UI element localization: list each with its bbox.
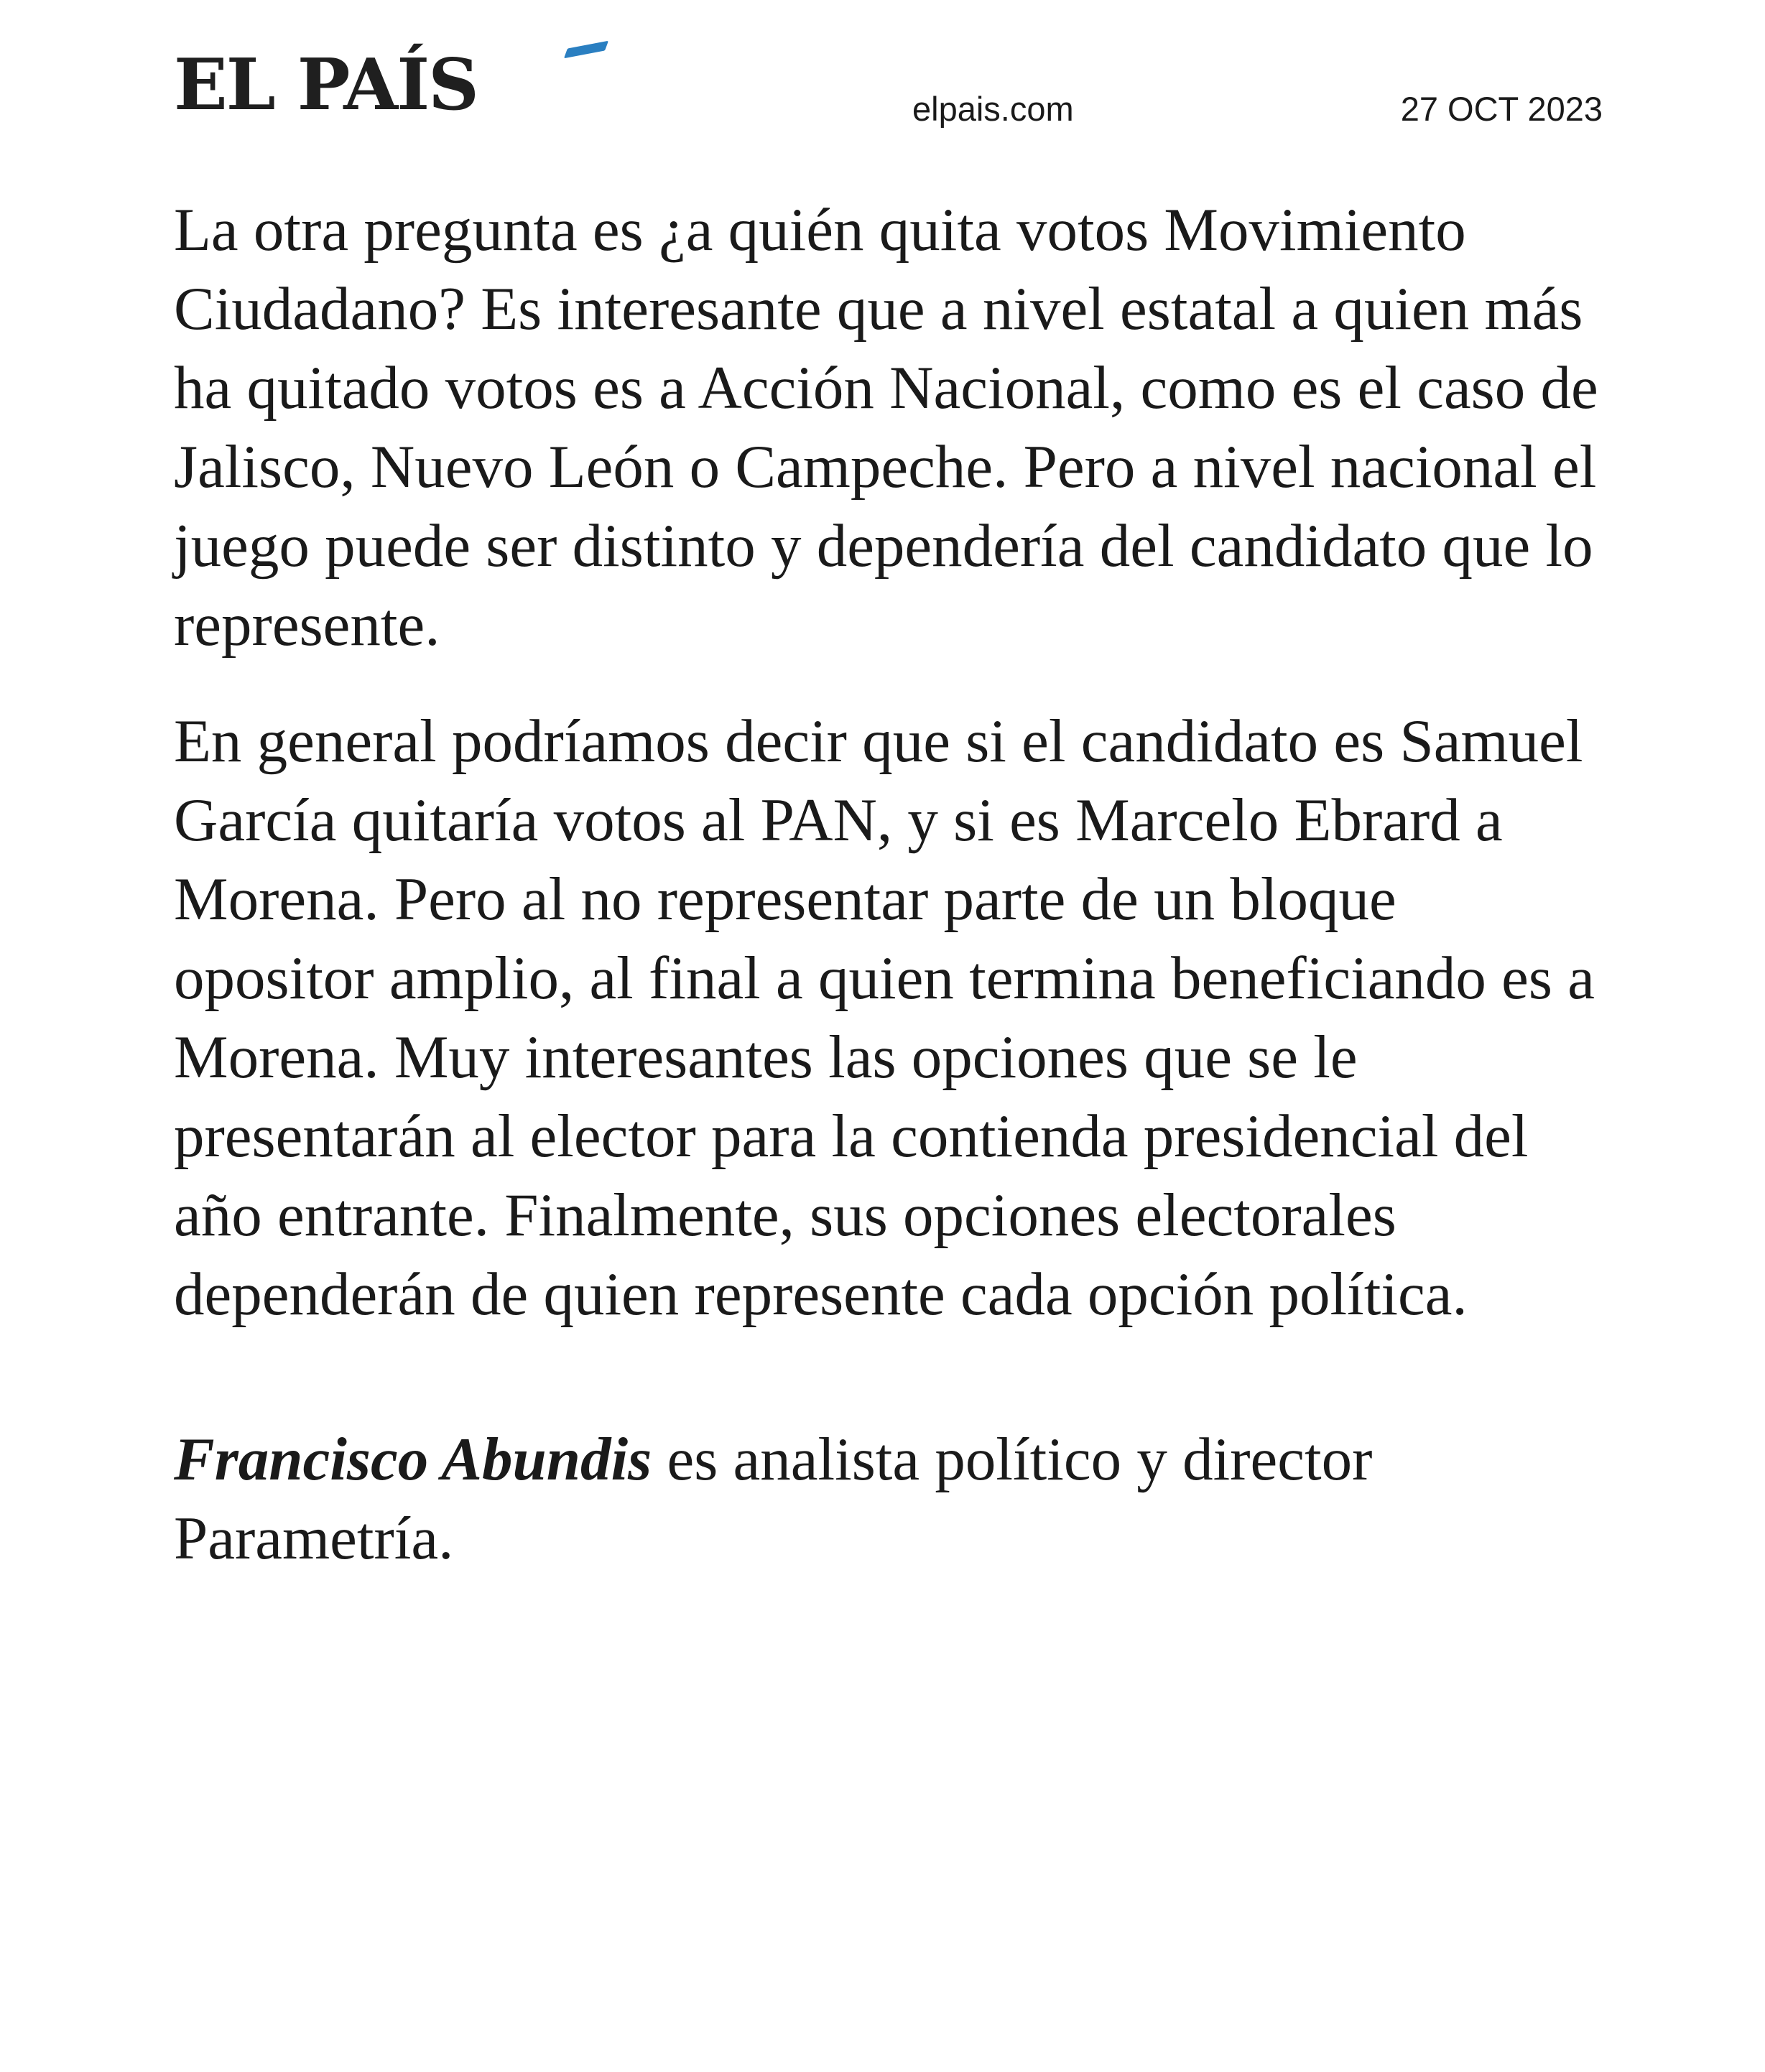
- source-url: elpais.com: [912, 90, 1074, 128]
- logo-accent-mark: [564, 41, 608, 59]
- el-pais-logo: [174, 44, 478, 126]
- article-paragraph-1: La otra pregunta es ¿a quién quita votos Movimiento Ciudadano? Es interesante que a nivel estatal a quien más ha quitado votos es a Acción Nacional, como es el caso de Jalisco, Nuevo León o Campeche. Pero a nivel nacional el juego puede ser distinto y dependería del candidato que lo represente.: [174, 196, 1598, 659]
- article-paragraph-2: En general podríamos decir que si el candidato es Samuel García quitaría votos al PAN, y si es Marcelo Ebrard a Morena. Pero al no representar parte de un bloque opositor amplio, al final a quien termina beneficiando es a Morena. Muy interesantes las opciones que se le presentarán al elector para la contienda presidencial del año entrante. Finalmente, sus opciones electorales dependerán de quien represente cada opción política.: [174, 707, 1595, 1328]
- author-name: Francisco Abundis: [174, 1426, 652, 1493]
- author-bio: [174, 1420, 1603, 1578]
- author-bio-text: es analista político y director Parametría.: [174, 1426, 1373, 1572]
- article-body: [174, 190, 1603, 1615]
- logo-text: EL PAÍS: [174, 44, 478, 126]
- page-header: [0, 0, 1765, 165]
- publication-date: 27 OCT 2023: [1400, 90, 1603, 128]
